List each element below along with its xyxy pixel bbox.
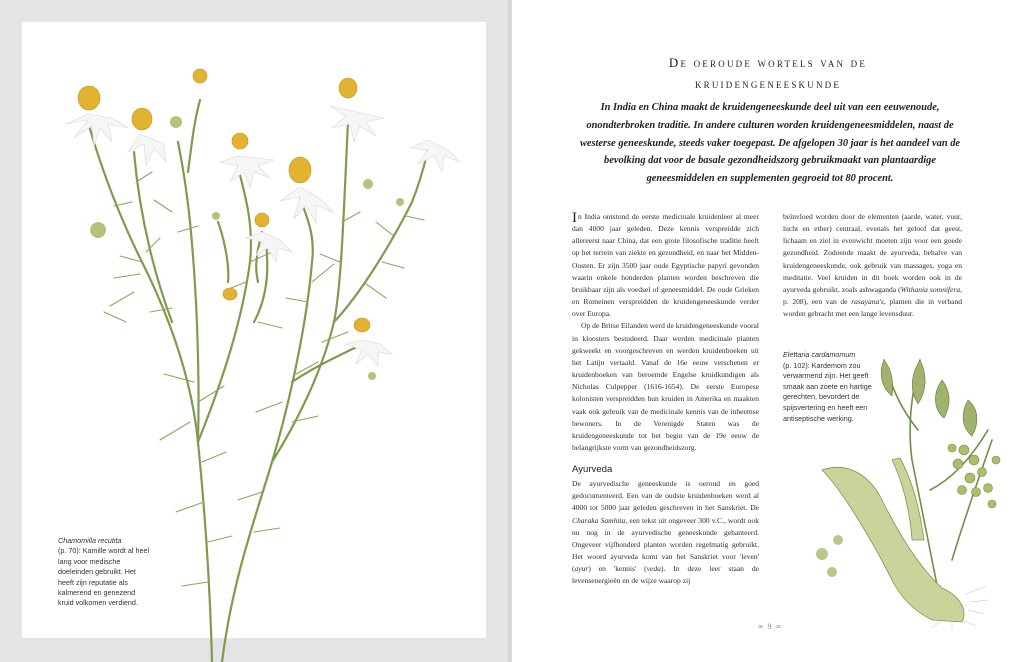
p4-part-c: , planten die in verband worden gebracht met een lange levensduur.: [783, 297, 962, 319]
section-heading-ayurveda: Ayurveda: [572, 464, 613, 476]
p3-part-c: ) en 'kennis' (: [588, 564, 647, 574]
p3-part-d: ). In deze leer staan de levensenergieën en de wijze waarop zij: [572, 564, 760, 586]
right-page: [512, 0, 1024, 662]
illustration-plate: [22, 22, 486, 638]
body-paragraph-1-text: n India ontstond de eerste medicinale kruidenleer al meer dan 4000 jaar geleden. Deze kennis verspreidde zich allereerst naar China, dat een grote filosofische traditie heeft op het terrein van ziekte en gezondheid, en naar het Midden-Oosten. Er zijn 3500 jaar oude Egyptische papyri gevonden waarin enkele honderden planten worden beschreven die bruikbaar zijn als voedsel of geneesmiddel. De oude Grieken en Romeinen verspreidden de kruidengeneeskunde verder over Europa.: [572, 212, 759, 319]
intro-paragraph: In India en China maakt de kruidengeneeskunde deel uit van een eeuwenoude, onondterbroken traditie. In andere culturen worden kruidengeneesmiddelen, naast de westerse geneeskunde, steeds vaker toegepast. De afgelopen 30 jaar is het aandeel van de bevolking dat voor de basale gezondheidszorg gebruikmaakt van plantaardige geneesmiddelen en supplementen gegroeid tot 80 procent.: [579, 102, 961, 185]
folio-number: 9: [767, 622, 773, 631]
chapter-title: [582, 52, 954, 94]
body-paragraph-4: [783, 211, 962, 320]
p3-term-ayur: ayur: [574, 564, 589, 574]
p3-term-veda: veda: [646, 564, 661, 574]
right-caption-species: Elettaria cardamomum: [783, 350, 856, 359]
p4-part-b: , p. 208), een van de: [783, 284, 962, 307]
body-paragraph-1: [572, 211, 759, 320]
right-caption: [783, 350, 879, 424]
left-caption: [58, 536, 150, 609]
p3-book-title: Charaka Samhita: [572, 515, 626, 525]
body-column-right: [783, 211, 962, 320]
left-caption-species: Chamomilla recutita: [58, 536, 122, 545]
p3-part-a: De ayurvedische geneeskunde is oeroud en goed gedocumenteerd. Een van de oudste kruidenboeken werd al 4000 tot 5000 jaar geleden geschreven in het Sanskriet. De: [572, 479, 759, 513]
page-number: [740, 622, 800, 631]
p4-term-rasayana: rasayana's: [851, 297, 884, 307]
folio-ornament-right: ∞: [775, 622, 783, 631]
body-paragraph-2: Op de Britse Eilanden werd de kruidengeneeskunde vooral in kloosters bestudeerd. Daar werden medicinale planten gekweekt en voorgeschreven en werden kruidenboeken uit het Latijn vertaald. Vanaf de 16e eeuw verschenen er kruidenboeken van beroemde Engelse kruidkundigen als Nicholas Culpepper (1616-1654). De eerste Europese kolonisten verspreidden hun kruiden in Amerika en maakten vaak ook gebruik van de medicinale kennis van de inheemse bewoners. In de Verenigde Staten was de kruidengeneeskunde tot het begin van de 19e eeuw de belangrijkste vorm van gezondheidszorg.: [572, 321, 759, 452]
left-caption-text: (p. 70): Kamille wordt al heel lang voor medische doeleinden gebruikt. Het heeft zijn reputatie als kalmerend en genezend kruid volkomen verdiend.: [58, 546, 150, 608]
chapter-title-line-2: kruidengeneeskunde: [694, 76, 842, 91]
chapter-title-line-1: De oeroude wortels van de: [668, 55, 868, 70]
p4-part-a: beïnvloed worden door de elementen (aarde, water, vuur, lucht en ether) centraal, evenals het geloof dat geest, lichaam en ziel in evenwicht moeten zijn voor een goede gezondheid. Zodoende maakt de ayurveda, behalve van kruidengeneeskunde, ook gebruik van massages, yoga en meditatie. Veel kruiden in dit boek worden ook in de ayurveda gebruikt, zoals ashwaganda (: [783, 212, 962, 294]
drop-cap: I: [572, 210, 577, 226]
p3-part-b: , een tekst uit ongeveer 300 v.C., wordt ook nu nog in de ayurvedische geneeskunde gehanteerd. Ongeveer vijfhonderd planten worden regelmatig gebruikt. Het woord ayurveda komt van het Sanskriet voor 'leven' (: [572, 515, 759, 574]
right-caption-text: (p. 102): Kardemom zou verwarmend zijn. Het geeft smaak aan zoete en hartige gerechten, bevordert de spijsvertering en heeft een antiseptische werking.: [783, 360, 872, 423]
body-column-left: [572, 211, 759, 588]
p4-species: Withania somnifera: [900, 284, 961, 294]
folio-ornament-left: ∞: [757, 622, 765, 631]
body-paragraph-3: [572, 478, 759, 587]
